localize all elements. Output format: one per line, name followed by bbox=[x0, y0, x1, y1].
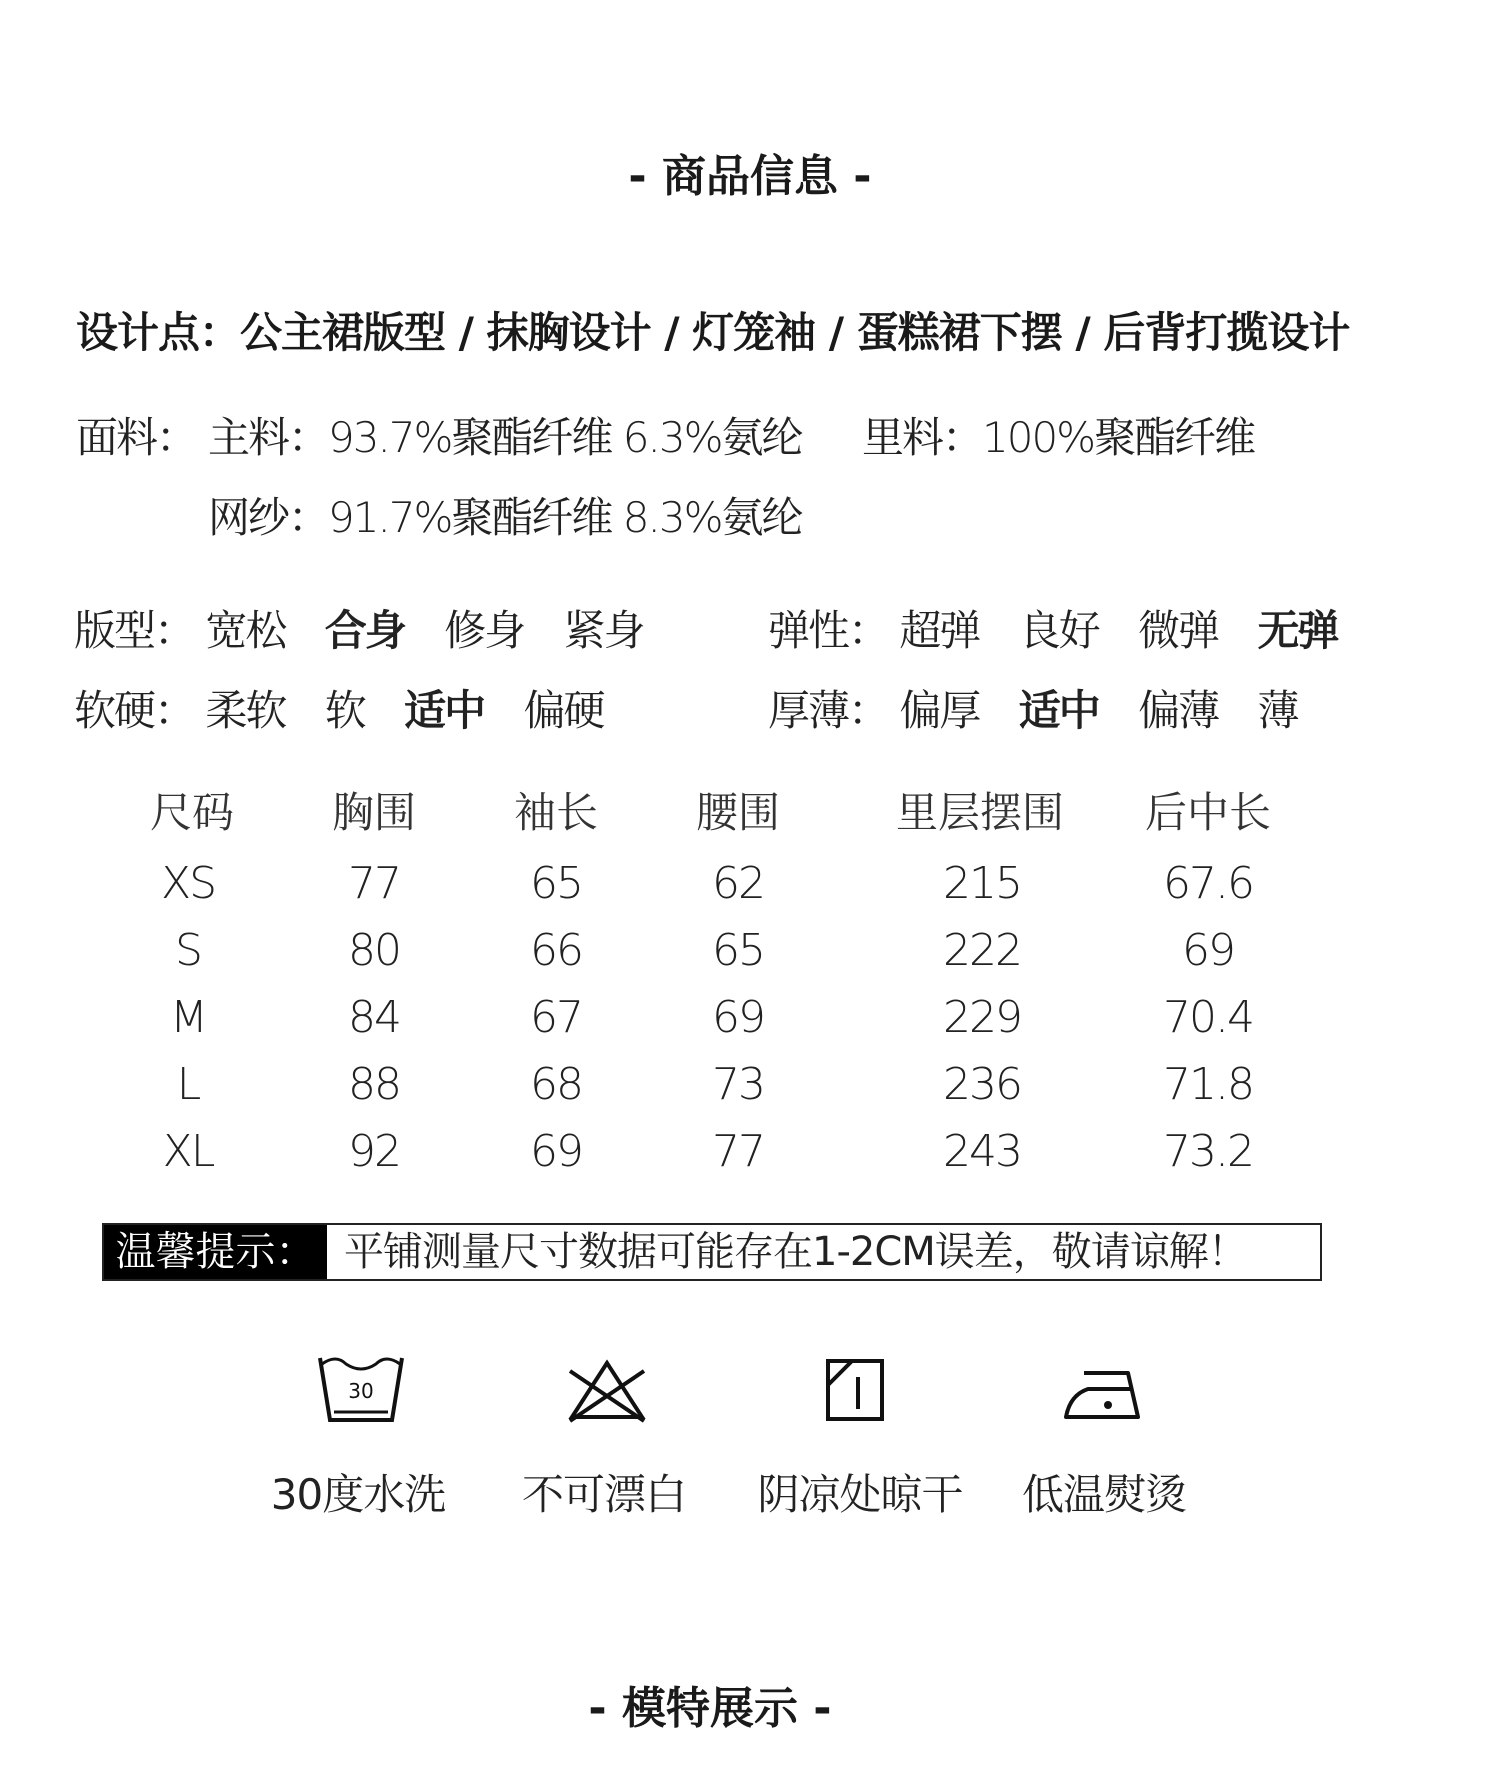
softness-option-hard: 偏硬 bbox=[523, 686, 604, 735]
table-cell: M bbox=[170, 992, 206, 1043]
table-cell: 80 bbox=[348, 925, 400, 976]
table-cell: 67 bbox=[530, 992, 582, 1043]
thickness-label: 厚薄： bbox=[768, 686, 889, 735]
table-cell: 77 bbox=[348, 858, 400, 909]
softness-option-soft: 柔软 bbox=[205, 686, 286, 735]
no-bleach-icon bbox=[562, 1355, 652, 1435]
table-cell: 69 bbox=[530, 1126, 582, 1177]
table-cell: L bbox=[176, 1059, 200, 1110]
table-cell: 92 bbox=[348, 1126, 400, 1177]
thickness-option-medium: 适中 bbox=[1018, 686, 1099, 735]
wash-30-icon bbox=[316, 1350, 406, 1430]
fit-option-loose: 宽松 bbox=[205, 606, 286, 655]
table-cell: 229 bbox=[943, 992, 1021, 1043]
care-label-low-iron: 低温熨烫 bbox=[1021, 1470, 1186, 1519]
elasticity-option-slight: 微弹 bbox=[1138, 606, 1219, 655]
table-cell: 77 bbox=[712, 1126, 764, 1177]
fabric-label: 面料： bbox=[76, 413, 197, 462]
measurement-tip bbox=[102, 1223, 1322, 1281]
table-cell: 68 bbox=[530, 1059, 582, 1110]
table-cell: 88 bbox=[348, 1059, 400, 1110]
table-header: 后中长 bbox=[1144, 788, 1271, 837]
fit-row bbox=[74, 598, 672, 658]
table-header: 腰围 bbox=[695, 788, 780, 837]
thickness-row bbox=[768, 678, 1326, 738]
softness-label: 软硬： bbox=[74, 686, 195, 735]
table-cell: 73 bbox=[712, 1059, 764, 1110]
table-cell: XS bbox=[160, 858, 216, 909]
table-cell: 67.6 bbox=[1163, 858, 1253, 909]
care-label-no-bleach: 不可漂白 bbox=[521, 1470, 686, 1519]
table-cell: 70.4 bbox=[1163, 992, 1253, 1043]
table-cell: 66 bbox=[530, 925, 582, 976]
fit-label: 版型： bbox=[74, 606, 195, 655]
fit-option-slim: 修身 bbox=[444, 606, 525, 655]
table-header: 袖长 bbox=[513, 788, 598, 837]
fit-option-regular: 合身 bbox=[324, 606, 405, 655]
table-header: 里层摆围 bbox=[895, 788, 1064, 837]
table-cell: 62 bbox=[712, 858, 764, 909]
fabric-main: 主料：93.7%聚酯纤维 6.3%氨纶 bbox=[208, 413, 802, 462]
softness-row bbox=[74, 678, 632, 738]
table-cell: 215 bbox=[943, 858, 1021, 909]
table-cell: 73.2 bbox=[1163, 1126, 1253, 1177]
fit-option-tight: 紧身 bbox=[563, 606, 644, 655]
table-cell: 222 bbox=[943, 925, 1021, 976]
table-header: 尺码 bbox=[149, 788, 234, 837]
fabric-lining: 里料：100%聚酯纤维 bbox=[862, 413, 1255, 462]
table-cell: 65 bbox=[712, 925, 764, 976]
table-cell: 65 bbox=[530, 858, 582, 909]
thickness-option-thin: 薄 bbox=[1257, 686, 1298, 735]
elasticity-option-super: 超弹 bbox=[899, 606, 980, 655]
softness-option-softish: 软 bbox=[324, 686, 365, 735]
table-cell: 69 bbox=[1182, 925, 1234, 976]
svg-text:30: 30 bbox=[348, 1379, 374, 1403]
table-cell: 84 bbox=[348, 992, 400, 1043]
shade-dry-icon bbox=[808, 1355, 898, 1435]
tip-label: 温馨提示： bbox=[104, 1225, 327, 1279]
section-title-product-info: - 商品信息 - bbox=[628, 151, 872, 202]
table-cell: 243 bbox=[943, 1126, 1021, 1177]
table-cell: 71.8 bbox=[1163, 1059, 1253, 1110]
tip-text: 平铺测量尺寸数据可能存在1-2CM误差，敬请谅解！ bbox=[344, 1229, 1247, 1275]
fabric-mesh: 网纱：91.7%聚酯纤维 8.3%氨纶 bbox=[208, 493, 802, 542]
care-label-wash: 30度水洗 bbox=[270, 1470, 446, 1519]
table-header: 胸围 bbox=[331, 788, 416, 837]
table-cell: 69 bbox=[712, 992, 764, 1043]
design-points: 设计点：公主裙版型 / 抹胸设计 / 灯笼袖 / 蛋糕裙下摆 / 后背打揽设计 bbox=[76, 308, 1350, 357]
table-cell: XL bbox=[162, 1126, 214, 1177]
elasticity-option-good: 良好 bbox=[1018, 606, 1099, 655]
low-iron-icon bbox=[1058, 1355, 1148, 1435]
thickness-option-thick: 偏厚 bbox=[899, 686, 980, 735]
section-title-model-showcase: - 模特展示 - bbox=[588, 1683, 832, 1734]
care-label-shade-dry: 阴凉处晾干 bbox=[757, 1470, 963, 1519]
thickness-option-thinnish: 偏薄 bbox=[1138, 686, 1219, 735]
table-cell: 236 bbox=[943, 1059, 1021, 1110]
softness-option-medium: 适中 bbox=[404, 686, 485, 735]
elasticity-label: 弹性： bbox=[768, 606, 889, 655]
elasticity-row bbox=[768, 598, 1366, 658]
elasticity-option-none: 无弹 bbox=[1257, 606, 1338, 655]
table-cell: S bbox=[175, 925, 201, 976]
